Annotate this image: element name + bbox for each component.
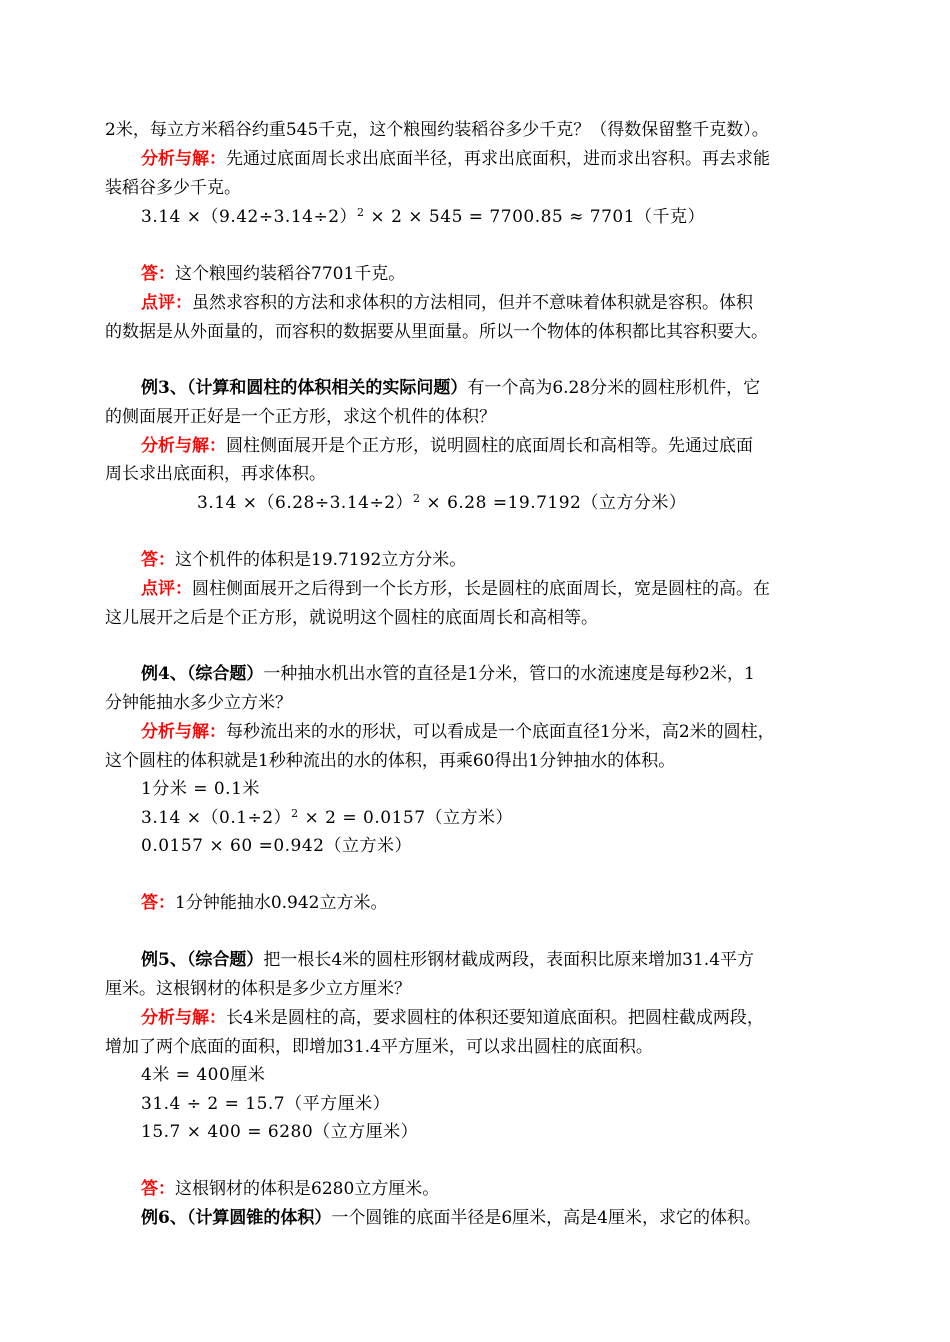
ex6-question-text: 一个圆锥的底面半径是6厘米，高是4厘米，求它的体积。 [331, 1208, 761, 1228]
ex4-question-text-1: 一种抽水机出水管的直径是1分米，管口的水流速度是每秒2米，1 [263, 664, 755, 684]
answer-label: 答： [141, 264, 175, 284]
ex4-calc2-exponent: 2 [291, 807, 299, 820]
ex5-analysis-text-1: 长4米是圆柱的高，要求圆柱的体积还要知道底面积。把圆柱截成两段， [226, 1008, 764, 1028]
ex5-analysis-line-2 [105, 1034, 653, 1060]
ex3-answer-text: 这个机件的体积是19.7192立方分米。 [175, 550, 467, 570]
ex4-calc-text-3: 0.0157 × 60 =0.942（立方米） [141, 836, 412, 856]
ex5-calc-line-2 [141, 1091, 390, 1117]
ex2-comment-line-1 [141, 290, 753, 316]
ex2-analysis-text-1: 先通过底面周长求出底面半径，再求出底面积，进而求出容积。再去求能 [226, 149, 770, 169]
comment-label: 点评： [141, 579, 192, 599]
ex5-calc-text-1: 4米 = 400厘米 [141, 1065, 266, 1085]
ex3-question-line-1 [141, 375, 760, 401]
ex2-calc-exponent: 2 [357, 206, 365, 219]
ex4-analysis-line-1 [141, 719, 775, 745]
answer-label: 答： [141, 1179, 175, 1199]
ex3-question-text-1: 有一个高为6.28分米的圆柱形机件，它 [467, 378, 761, 398]
ex5-answer-line [141, 1176, 439, 1202]
ex4-calc-line-3 [141, 833, 412, 859]
comment-label: 点评： [141, 293, 192, 313]
ex5-calc-line-3 [141, 1119, 418, 1145]
ex5-analysis-line-1 [141, 1005, 764, 1031]
ex3-comment-text-1: 圆柱侧面展开之后得到一个长方形，长是圆柱的底面周长，宽是圆柱的高。在 [192, 579, 770, 599]
ex5-heading: 例5、（综合题） [141, 950, 264, 970]
ex3-analysis-text-2: 周长求出底面积，再求体积。 [105, 464, 326, 484]
ex4-answer-line [141, 890, 387, 916]
ex4-analysis-text-2: 这个圆柱的体积就是1秒种流出的水的体积，再乘60得出1分钟抽水的体积。 [105, 751, 676, 771]
ex3-heading: 例3、（计算和圆柱的体积相关的实际问题） [141, 378, 468, 398]
ex3-question-text-2: 的侧面展开正好是一个正方形，求这个机件的体积？ [105, 407, 496, 427]
analysis-label: 分析与解： [141, 149, 226, 169]
ex2-calc-part-a: 3.14 ×（9.42÷3.14÷2） [141, 207, 358, 227]
ex3-analysis-line-1 [141, 433, 753, 459]
ex2-calc-part-b: × 2 × 545 = 7700.85 ≈ 7701（千克） [364, 207, 706, 227]
ex5-calc-text-3: 15.7 × 400 = 6280（立方厘米） [141, 1122, 419, 1142]
answer-label: 答： [141, 893, 175, 913]
ex4-question-line-2 [105, 690, 292, 716]
ex5-calc-text-2: 31.4 ÷ 2 = 15.7（平方厘米） [141, 1094, 391, 1114]
ex2-analysis-text-2: 装稻谷多少千克。 [105, 178, 241, 198]
ex3-comment-line-2 [105, 605, 598, 631]
ex5-calc-line-1 [141, 1062, 265, 1088]
ex2-answer-line [141, 261, 405, 287]
ex4-calc-text-1: 1分米 = 0.1米 [141, 779, 260, 799]
analysis-label: 分析与解： [141, 1008, 226, 1028]
ex2-answer-text: 这个粮囤约装稻谷7701千克。 [175, 264, 406, 284]
ex2-comment-text-2: 的数据是从外面量的，而容积的数据要从里面量。所以一个物体的体积都比其容积要大。 [105, 322, 768, 342]
ex2-question-text: 2米，每立方米稻谷约重545千克，这个粮囤约装稻谷多少千克？（得数保留整千克数）。 [105, 120, 769, 140]
ex4-analysis-text-1: 每秒流出来的水的形状，可以看成是一个底面直径1分米，高2米的圆柱， [226, 722, 775, 742]
ex2-analysis-line-2 [105, 175, 241, 201]
ex4-calc-line-1 [141, 776, 260, 802]
ex5-question-text-2: 厘米。这根钢材的体积是多少立方厘米？ [105, 979, 411, 999]
ex3-calc-exponent: 2 [413, 492, 421, 505]
ex2-comment-line-2 [105, 319, 768, 345]
ex5-question-text-1: 把一根长4米的圆柱形钢材截成两段，表面积比原来增加31.4平方 [263, 950, 755, 970]
analysis-label: 分析与解： [141, 722, 226, 742]
ex4-calc2-part-b: × 2 = 0.0157（立方米） [298, 808, 514, 828]
ex4-question-text-2: 分钟能抽水多少立方米？ [105, 693, 292, 713]
ex4-heading: 例4、（综合题） [141, 664, 264, 684]
ex3-answer-line [141, 547, 466, 573]
ex5-question-line-1 [141, 947, 754, 973]
ex6-heading: 例6、（计算圆锥的体积） [141, 1208, 332, 1228]
ex4-analysis-line-2 [105, 748, 675, 774]
ex4-question-line-1 [141, 661, 755, 687]
ex2-calculation [141, 204, 705, 232]
ex3-analysis-line-2 [105, 461, 326, 487]
ex3-comment-text-2: 这儿展开之后是个正方形，就说明这个圆柱的底面周长和高相等。 [105, 608, 598, 628]
ex5-analysis-text-2: 增加了两个底面的面积，即增加31.4平方厘米，可以求出圆柱的底面积。 [105, 1037, 653, 1057]
ex3-question-line-2 [105, 404, 496, 430]
ex3-calculation [197, 490, 686, 518]
ex5-question-line-2 [105, 976, 411, 1002]
answer-label: 答： [141, 550, 175, 570]
ex3-analysis-text-1: 圆柱侧面展开是个正方形，说明圆柱的底面周长和高相等。先通过底面 [226, 436, 753, 456]
ex5-answer-text: 这根钢材的体积是6280立方厘米。 [175, 1179, 440, 1199]
ex3-calc-part-b: × 6.28 =19.7192（立方分米） [420, 493, 687, 513]
ex2-analysis-line-1 [141, 146, 770, 172]
ex6-question-line [141, 1205, 761, 1231]
ex2-question-line [105, 117, 769, 143]
ex4-calc2-part-a: 3.14 ×（0.1÷2） [141, 808, 292, 828]
analysis-label: 分析与解： [141, 436, 226, 456]
ex3-comment-line-1 [141, 576, 770, 602]
ex2-comment-text-1: 虽然求容积的方法和求体积的方法相同，但并不意味着体积就是容积。体积 [192, 293, 753, 313]
ex4-answer-text: 1分钟能抽水0.942立方米。 [175, 893, 388, 913]
ex4-calc-line-2 [141, 805, 513, 833]
ex3-calc-part-a: 3.14 ×（6.28÷3.14÷2） [197, 493, 414, 513]
